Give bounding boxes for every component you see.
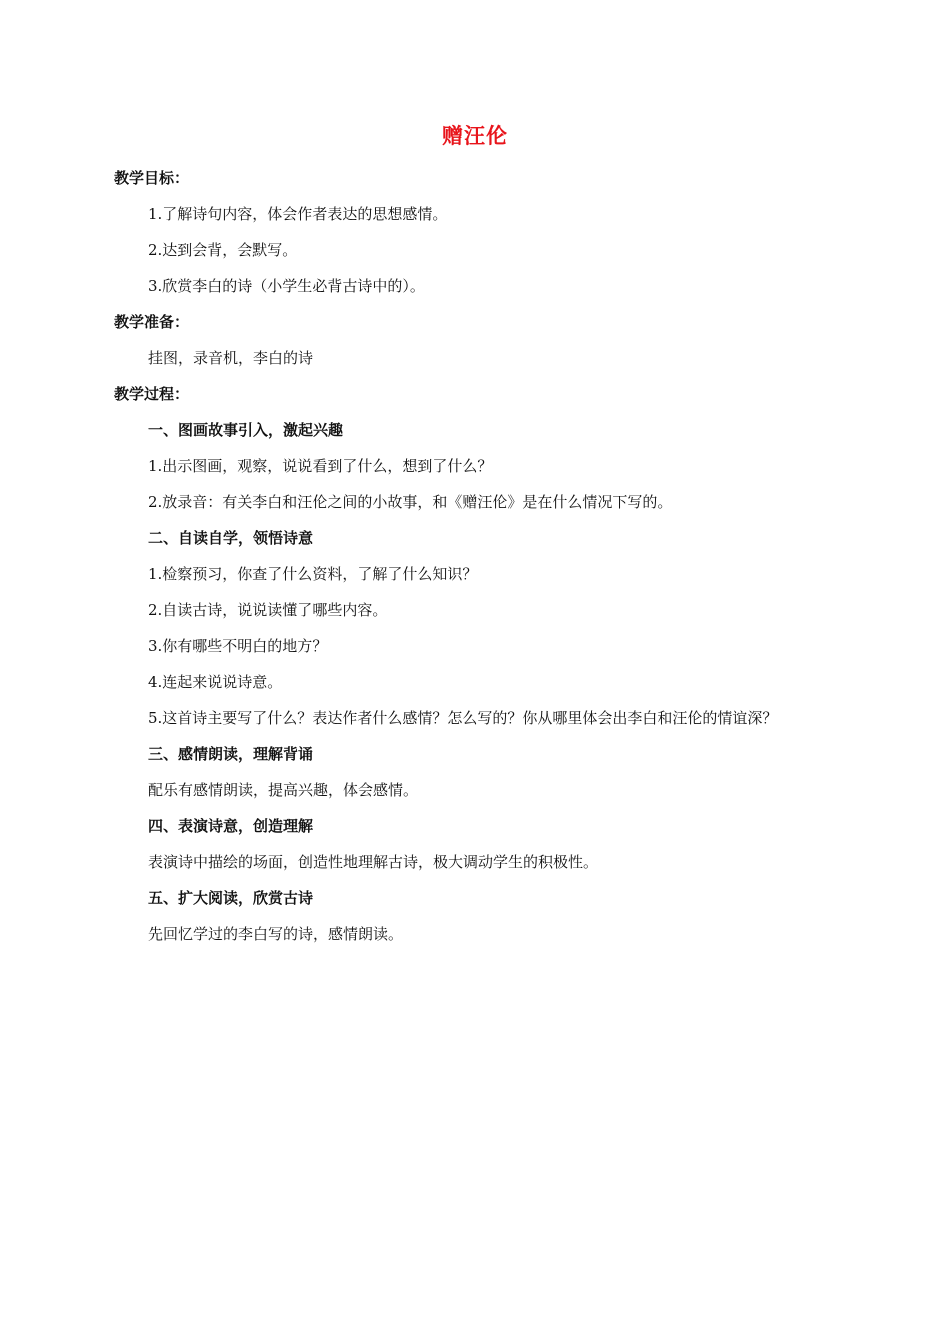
- paragraph-line: 3.欣赏李白的诗（小学生必背古诗中的）。: [148, 277, 425, 295]
- document-title: 赠汪伦: [442, 123, 508, 148]
- paragraph-line: 4.连起来说说诗意。: [148, 673, 283, 691]
- paragraph-line: 3.你有哪些不明白的地方？: [148, 637, 328, 655]
- paragraph-line: 2.达到会背，会默写。: [148, 241, 298, 259]
- paragraph-line: 1.出示图画，观察，说说看到了什么，想到了什么？: [148, 457, 493, 475]
- paragraph-line: 5.这首诗主要写了什么？表达作者什么感情？怎么写的？你从哪里体会出李白和汪伦的情谊深？: [148, 709, 778, 727]
- section-heading: 三、感情朗读，理解背诵: [148, 745, 314, 763]
- section-heading: 四、表演诗意，创造理解: [148, 817, 314, 835]
- paragraph-line: 先回忆学过的李白写的诗，感情朗读。: [148, 925, 404, 943]
- section-heading: 教学准备：: [114, 313, 190, 331]
- section-heading: 教学目标：: [114, 169, 190, 187]
- document-body: [114, 160, 874, 952]
- section-heading: 教学过程：: [114, 385, 190, 403]
- paragraph-line: 挂图，录音机，李白的诗: [148, 349, 314, 367]
- paragraph-line: 表演诗中描绘的场面，创造性地理解古诗，极大调动学生的积极性。: [148, 853, 599, 871]
- paragraph-line: 配乐有感情朗读，提高兴趣，体会感情。: [148, 781, 419, 799]
- paragraph-line: 2.放录音：有关李白和汪伦之间的小故事，和《赠汪伦》是在什么情况下写的。: [148, 493, 673, 511]
- section-heading: 二、自读自学，领悟诗意: [148, 529, 314, 547]
- section-heading: 五、扩大阅读，欣赏古诗: [148, 889, 314, 907]
- section-heading: 一、图画故事引入，激起兴趣: [148, 421, 344, 439]
- paragraph-line: 2.自读古诗，说说读懂了哪些内容。: [148, 601, 388, 619]
- paragraph-line: 1.了解诗句内容，体会作者表达的思想感情。: [148, 205, 448, 223]
- paragraph-line: 1.检察预习，你查了什么资料，了解了什么知识？: [148, 565, 478, 583]
